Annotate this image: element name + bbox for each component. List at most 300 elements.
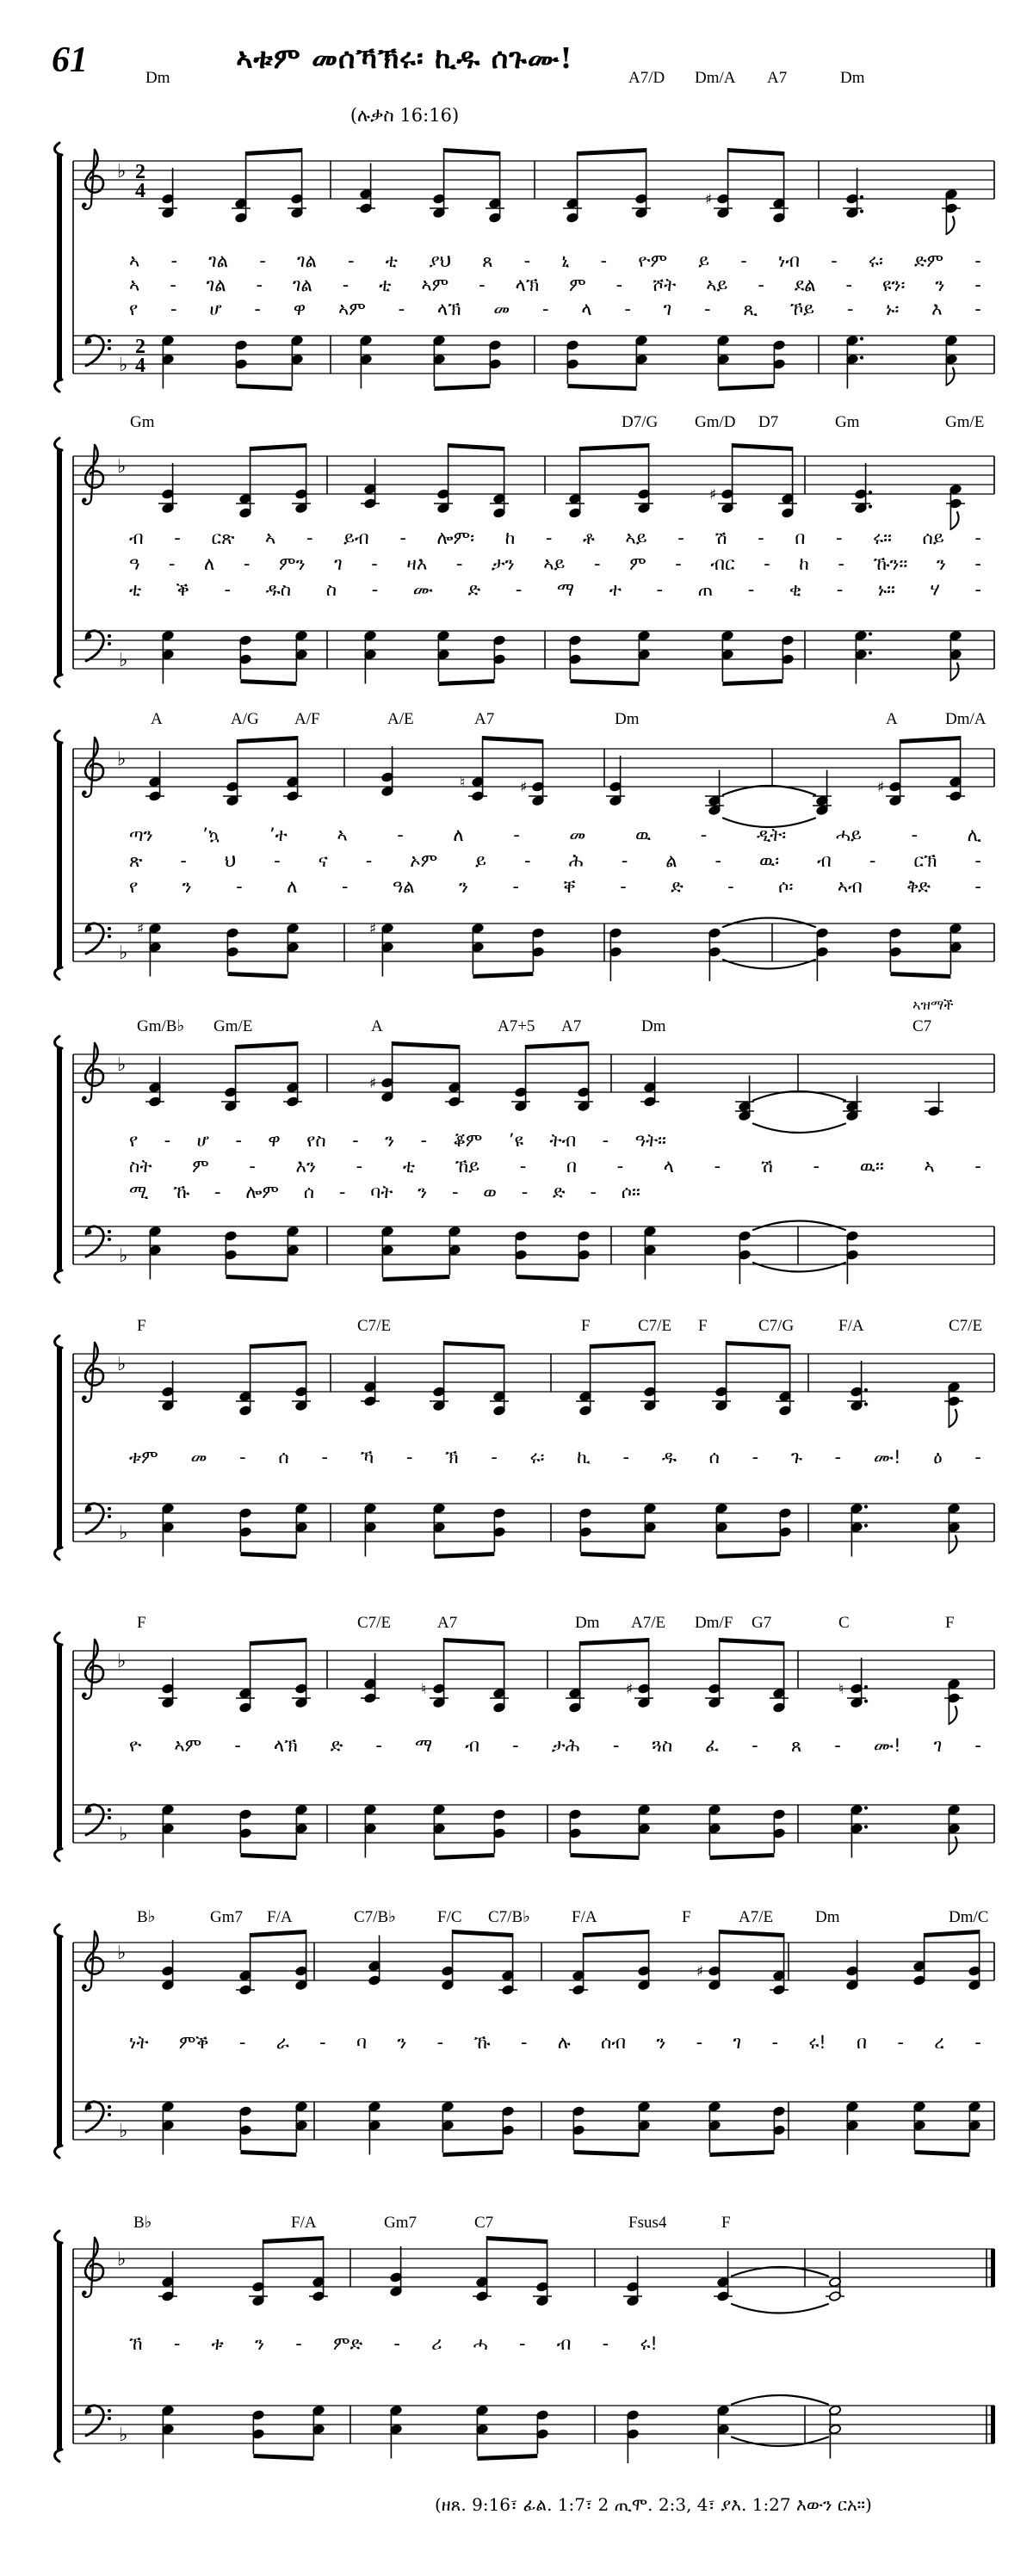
lyric-token: ን [936,553,946,574]
svg-text:♭: ♭ [119,1824,128,1845]
chord-label: F [721,2214,731,2232]
lyric-token: - [399,527,406,548]
lyric-token: ብ [817,849,832,871]
lyric-token: ቖም [453,1129,483,1151]
lyric-token: ዋ [268,1129,281,1151]
lyric-token: - [348,250,355,271]
lyric-token: ርኽ [913,849,937,871]
lyric-token: - [243,553,251,574]
lyric-token: ገል [296,250,317,271]
lyric-token: - [621,849,628,871]
lyric-token: ነት [129,2031,149,2053]
lyric-line [129,525,981,551]
chord-label: Gm/D [695,413,736,431]
chord-label: A7/E [631,1614,666,1632]
chord-label: C [838,1614,850,1632]
lyric-line [129,1733,981,1758]
lyric-token: - [593,553,601,574]
lyric-token: - [214,1181,221,1202]
lyric-token: ኣ [265,527,276,548]
lyric-token: ዩን፡ [881,274,906,295]
lyric-token: ሩ፡ [868,250,883,271]
chord-label: C7/E [949,1317,983,1335]
chord-label: Gm [130,413,155,431]
lyric-token: ኹ [473,2031,491,2053]
lyric-token: - [519,2332,526,2354]
lyric-token: - [180,849,187,871]
svg-text:♭: ♭ [117,1943,127,1964]
chord-label: A7/D [628,69,665,87]
chord-label: Dm [840,69,865,87]
lyric-token: ኣም [174,1734,202,1756]
lyric-token: ኣ [129,250,140,271]
lyric-token: - [974,849,981,871]
svg-text:♮: ♮ [838,1681,844,1698]
lyric-token: - [173,2332,181,2354]
lyric-token: ኦም [410,849,438,871]
lyric-token: - [352,1129,359,1151]
chord-label: A [886,710,898,728]
svg-text:♭: ♭ [119,2121,128,2142]
lyric-token: ድ [467,578,481,600]
chord-label: F [137,1614,146,1632]
refrain-label: ኣዝማች [912,997,954,1013]
lyric-token: - [845,274,853,295]
lyric-token: - [365,849,373,871]
lyric-token: ስ [325,578,337,600]
chord-label: B♭ [133,2214,152,2232]
lyric-token: ረ [934,2031,944,2053]
chord-label: A/F [294,710,320,728]
lyric-token: - [675,553,682,574]
lyric-token: ላኽ [274,1734,298,1756]
lyric-line [129,822,981,848]
lyric-token: በ [795,527,806,548]
lyric-token: - [256,274,263,295]
lyric-token: በ [857,2031,868,2053]
lyric-token: - [836,578,844,600]
lyric-token: - [371,578,379,600]
lyric-token: ገ [733,2031,742,2053]
lyric-token: - [758,274,764,295]
lyric-token: የ [129,1129,139,1151]
lyric-token: ይብ [343,527,369,548]
lyric-token: - [813,1155,820,1177]
svg-text:♭: ♭ [119,1245,128,1267]
chord-label: F/A [572,1908,597,1926]
chord-label: C7/E [357,1317,392,1335]
chord-label: C7 [474,2214,494,2232]
scripture-citation: (ዘጸ. 9:16፣ ፊል. 1:7፣ 2 ጢሞ. 2:3, 4፣ ያእ. 1:27 እውን ርአ።) [435,2494,872,2515]
lyric-token: - [590,1181,597,1202]
chord-label: C7 [912,1017,932,1035]
chord-label: Gm [835,413,860,431]
lyric-line [129,2029,981,2055]
lyric-token: ታሕ [551,1734,580,1756]
lyric-token: ቐ [563,875,576,897]
lyric-token: ሩ! [640,2332,658,2354]
lyric-token: - [727,875,734,897]
svg-text:♭: ♭ [117,749,127,770]
lyric-token: ከ [504,527,516,548]
lyric-token: - [319,2031,326,2053]
lyric-token: ሽ [760,1155,773,1177]
chord-label: F/A [291,2214,317,2232]
lyric-token: መ [493,298,510,319]
lyric-token: ምድ [332,2332,363,2354]
chord-label: A7+5 [498,1017,535,1035]
lyric-line [129,272,981,298]
lyric-token: - [677,527,684,548]
lyric-token: - [704,298,711,319]
lyric-token: ም [569,274,586,295]
svg-text:♭: ♭ [119,2425,128,2446]
lyric-token: - [234,1734,241,1756]
lyric-token: ሽ [714,527,727,548]
lyric-token: ም [192,1155,209,1177]
lyric-token: ሊ [967,824,981,845]
lyric-token: የስ [306,1129,326,1151]
lyric-token: ና [318,849,328,871]
lyric-token: ዓል [392,875,415,897]
lyric-token: - [398,298,405,319]
lyric-token: መ [569,824,586,845]
lyric-token: ሰብ [601,2031,627,2053]
lyric-line [129,874,981,899]
chord-label: D7/G [622,413,659,431]
lyric-token: - [740,250,747,271]
lyric-token: - [974,250,981,271]
lyric-token: ደል [794,274,816,295]
lyric-token: ማ [415,1734,433,1756]
lyric-token: ገ [933,1734,943,1756]
lyric-token: - [869,849,876,871]
lyric-token: ድ [330,1734,343,1756]
svg-text:♭: ♭ [119,1523,128,1544]
lyric-token: - [656,578,664,600]
lyric-line [129,551,981,577]
lyric-token: ሶ፡ [778,875,794,897]
lyric-token: ን [656,2031,666,2053]
lyric-token: - [974,527,981,548]
lyric-token: ጺ [743,298,758,319]
lyric-token: - [542,298,549,319]
lyric-token: - [600,250,608,271]
lyric-token: - [420,1129,428,1151]
svg-text:♭: ♭ [117,1354,127,1375]
lyric-token: - [306,527,313,548]
lyric-token: ለ [204,553,215,574]
lyric-token: - [602,1129,609,1151]
lyric-token: ዱስ [265,578,292,600]
lyric-token: ላኽ [436,298,461,319]
lyric-token: ብ [465,1734,480,1756]
lyric-line [129,296,981,322]
lyric-token: - [174,527,181,548]
lyric-token: ይ [475,849,487,871]
lyric-token: ኪ [577,1446,591,1467]
lyric-token: ኒ [561,250,570,271]
lyric-token: ዮ [129,1734,142,1756]
chord-label: C7/E [638,1317,672,1335]
lyric-line [129,1179,640,1205]
chord-label: F [682,1908,691,1926]
lyric-token: - [545,527,553,548]
lyric-token: ለ [287,875,298,897]
lyric-token: - [436,2031,444,2053]
lyric-token: - [512,875,519,897]
chord-label: A7/E [739,1908,774,1926]
lyric-token: - [259,250,266,271]
lyric-token: - [521,1181,529,1202]
lyric-token: - [164,1129,171,1151]
lyric-token: ዲት፡ [756,824,787,845]
lyric-token: - [520,2031,528,2053]
lyric-token: - [274,849,281,871]
lyric-token: ራ [275,2031,289,2053]
chord-label: A7 [474,710,495,728]
svg-text:4: 4 [135,355,145,377]
lyric-token: ሎም፡ [436,527,475,548]
chord-label: F/A [267,1908,293,1926]
lyric-line [129,248,981,274]
lyric-token: ም [629,553,646,574]
lyric-token: ብ [129,527,144,548]
lyric-token: ድ [671,875,684,897]
svg-text:4: 4 [135,180,145,202]
lyric-token: - [831,250,838,271]
lyric-token: ገ [334,553,343,574]
lyric-token: ማ [556,578,575,600]
lyric-token: ’ተ [269,824,288,845]
svg-text:♯: ♯ [369,1075,377,1092]
lyric-token: - [696,2031,703,2053]
lyric-token: ጠ [697,578,714,600]
lyric-token: - [170,274,176,295]
lyric-token: ሆ [196,1129,209,1151]
lyric-token: ዉ [634,824,652,845]
lyric-token: - [321,1446,328,1467]
lyric-token: - [254,298,261,319]
lyric-token: ቲ [385,250,398,271]
lyric-token: - [356,1155,363,1177]
svg-text:♭: ♭ [117,1054,127,1076]
lyric-token: - [974,1446,981,1467]
lyric-token: ዉ፡ [759,849,780,871]
lyric-token: ሰ [708,1446,720,1467]
lyric-token: ን [458,875,468,897]
lyric-token: ወ [483,1181,497,1202]
lyric-token: ገ [663,298,672,319]
lyric-token: - [170,298,177,319]
lyric-token: - [523,250,531,271]
lyric-token: ሰይ [922,527,944,548]
chord-label: F [137,1317,146,1335]
lyric-token: - [519,1155,527,1177]
lyric-token: ምን [278,553,306,574]
lyric-token: ጸ [790,1734,802,1756]
lyric-token: - [714,849,722,871]
chord-label: A/E [387,710,414,728]
lyric-token: - [747,578,755,600]
chord-label: A [371,1017,383,1035]
lyric-token: ’ዩ [508,1129,523,1151]
lyric-token: - [622,1446,630,1467]
svg-text:♯: ♯ [369,920,377,938]
lyric-token: - [764,553,770,574]
chord-label: F/A [838,1317,864,1335]
svg-text:♯: ♯ [877,779,885,796]
lyric-token: - [974,2031,981,2053]
lyric-token: - [513,824,520,845]
lyric-token: - [342,274,349,295]
lyric-token: - [375,1734,382,1756]
lyric-token: ሎም [245,1181,279,1202]
lyric-token: - [838,553,844,574]
lyric-token: ሃ [930,578,940,600]
chord-label: F [581,1317,591,1335]
lyric-token: - [974,274,981,295]
lyric-token: ገል [292,274,312,295]
lyric-token: ድም [913,250,944,271]
lyric-token: ይ [698,250,710,271]
chord-label: Gm/E [213,1017,253,1035]
lyric-token: ቂ [789,578,802,600]
chord-label: Gm/B♭ [137,1017,185,1035]
lyric-token: - [752,1734,758,1756]
lyric-token: ዮም [638,250,668,271]
chord-label: A/G [231,710,259,728]
lyric-token: - [758,527,764,548]
lyric-token: ዉ። [859,1155,884,1177]
lyric-token: - [834,1446,842,1467]
chord-label: B♭ [137,1908,156,1926]
lyric-token: ቅድ [906,875,931,897]
chord-label: Fsus4 [628,2214,667,2232]
lyric-token: - [455,553,463,574]
lyric-token: ሉ [557,2031,571,2053]
lyric-token: ከ [799,553,809,574]
chord-label: Dm [575,1614,600,1632]
chord-label: Dm [615,710,640,728]
lyric-token: - [834,1734,841,1756]
lyric-token: ጓስ [652,1734,673,1756]
lyric-token: ዱ [661,1446,677,1467]
lyric-token: - [236,875,243,897]
lyric-token: ኣ [924,1155,935,1177]
lyric-token: - [515,578,523,600]
lyric-token: - [239,1446,246,1467]
lyric-token: ኣይ [706,274,728,295]
svg-text:♭: ♭ [117,456,127,478]
chord-label: Dm [641,1017,666,1035]
lyric-token: - [602,2332,609,2354]
lyric-token: - [170,250,178,271]
lyric-token: ለ [453,824,464,845]
lyric-token: ታን [491,553,515,574]
lyric-token: - [338,1181,346,1202]
lyric-token: ላኽ [515,274,540,295]
lyric-line [129,1127,666,1153]
lyric-token: - [249,1155,256,1177]
chord-label: Gm/E [945,413,985,431]
lyric-token: - [295,2332,302,2354]
chord-label: C7/B♭ [488,1908,531,1926]
lyric-token: ብ [556,2332,572,2354]
chord-label: F/C [437,1908,462,1926]
lyric-token: ሩ! [808,2031,826,2053]
lyric-token: - [974,578,981,600]
lyric-token: ኣይ [625,527,647,548]
lyric-token: ኾይ [789,298,815,319]
lyric-line [129,1444,981,1470]
lyric-token: ኑ። [877,578,895,600]
lyric-token: ቲ [402,1155,415,1177]
lyric-token: ዋ [293,298,306,319]
lyric-token: ኣይ [543,553,566,574]
lyric-token: ሙ! [873,1446,901,1467]
lyric-token: - [700,824,708,845]
lyric-token: ያህ [429,250,452,271]
lyric-token: ኹ [173,1181,190,1202]
lyric-token: ን [254,2332,264,2354]
lyric-token: ን [935,274,945,295]
lyric-token: ምቕ [178,2031,209,2053]
lyric-token: - [974,1734,981,1756]
svg-text:2: 2 [135,336,145,358]
lyric-token: - [451,1181,459,1202]
lyric-token: ን [397,2031,407,2053]
chord-label: A7 [561,1017,582,1035]
chord-label: Dm/A [945,710,987,728]
lyric-token: ኣብ [837,875,863,897]
lyric-token: እን [295,1155,317,1177]
chord-label: A7 [767,69,788,87]
lyric-token: - [846,298,854,319]
lyric-token: ኣም [337,298,366,319]
lyric-token: ድ [553,1181,566,1202]
lyric-token: - [714,1155,721,1177]
lyric-token: ገል [208,250,229,271]
lyric-token: ቶ [583,527,595,548]
lyric-token: ሪ [431,2332,442,2354]
lyric-token: - [620,875,627,897]
svg-text:♯: ♯ [696,1963,704,1980]
svg-text:♭: ♭ [117,161,127,182]
lyric-token: ባ [356,2031,368,2053]
lyric-token: ኻ [360,1446,374,1467]
lyric-token: ኣ [129,274,140,295]
svg-text:♯: ♯ [709,486,717,503]
lyric-token: በ [566,1155,577,1177]
chord-label: G7 [752,1614,772,1632]
chord-label: A7 [437,1614,458,1632]
svg-text:♯: ♯ [626,1681,634,1698]
lyric-line [129,848,981,874]
lyric-token: ሰ [278,1446,289,1467]
svg-text:♯: ♯ [137,920,145,938]
lyric-token: ’ኳ [202,824,220,845]
lyric-token: ሓ [473,2332,488,2354]
chord-label: C7/G [758,1317,795,1335]
lyric-token: ን [385,1129,395,1151]
lyric-line [129,1153,981,1179]
lyric-token: ኣ [337,824,348,845]
lyric-token: ቱም [129,1446,158,1467]
lyric-token: ኽ [445,1446,459,1467]
chord-label: Dm/C [949,1908,989,1926]
lyric-token: ሰ [303,1181,315,1202]
